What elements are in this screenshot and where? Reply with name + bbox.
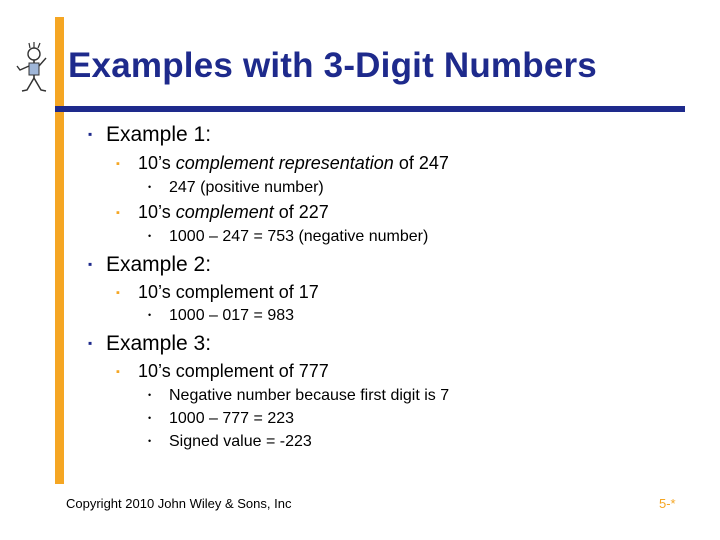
bullet: •	[148, 436, 152, 446]
bullet: ▪	[116, 366, 120, 378]
example-3-item	[116, 361, 329, 382]
item-text-italic: complement representation	[175, 153, 394, 173]
accent-vertical-bar	[55, 17, 64, 484]
item-text: 10’s complement of 17	[138, 282, 319, 302]
title-underline-bar	[55, 106, 685, 112]
bullet: •	[148, 390, 152, 400]
example-3-heading-text: Example 3:	[106, 332, 212, 355]
example-3-sub-1	[148, 387, 449, 405]
sub-text: Signed value = -223	[169, 433, 312, 450]
item-text-part: 10’s	[138, 202, 176, 222]
item-text: 10’s complement of 777	[138, 361, 329, 381]
copyright-footer: Copyright 2010 John Wiley & Sons, Inc	[66, 496, 292, 511]
item-text-part: of 227	[273, 202, 329, 222]
example-2-sub	[148, 307, 294, 325]
sub-text: 247 (positive number)	[169, 179, 324, 196]
bullet: ▪	[88, 336, 93, 350]
example-1-item-1	[116, 153, 449, 174]
bullet: •	[148, 310, 152, 320]
bullet: •	[148, 231, 152, 241]
sub-text: 1000 – 017 = 983	[169, 307, 295, 324]
example-3-sub-2	[148, 410, 294, 428]
bullet: ▪	[116, 207, 120, 219]
example-1-item-2-sub	[148, 228, 428, 246]
example-1-heading	[88, 123, 211, 147]
item-text-part: 10’s	[138, 153, 176, 173]
example-2-item	[116, 282, 319, 303]
example-1-heading-text: Example 1:	[106, 123, 212, 146]
bullet: ▪	[116, 287, 120, 299]
bullet: •	[148, 182, 152, 192]
bullet: ▪	[88, 257, 93, 271]
page-number: 5-*	[659, 496, 676, 511]
example-1-item-1-sub	[148, 179, 324, 197]
bullet: ▪	[88, 127, 93, 141]
sub-text: 1000 – 777 = 223	[169, 410, 295, 427]
example-3-heading	[88, 332, 211, 356]
item-text-part: of 247	[393, 153, 449, 173]
sub-text: 1000 – 247 = 753 (negative number)	[169, 228, 429, 245]
bullet: •	[148, 413, 152, 423]
sub-text: Negative number because first digit is 7	[169, 387, 450, 404]
example-2-heading	[88, 253, 211, 277]
example-1-item-2	[116, 202, 329, 223]
example-2-heading-text: Example 2:	[106, 253, 212, 276]
example-3-sub-3	[148, 433, 312, 451]
bullet: ▪	[116, 158, 120, 170]
stick-figure-mascot-icon	[12, 40, 52, 96]
item-text-italic: complement	[175, 202, 274, 222]
slide-title: Examples with 3-Digit Numbers	[68, 46, 597, 85]
